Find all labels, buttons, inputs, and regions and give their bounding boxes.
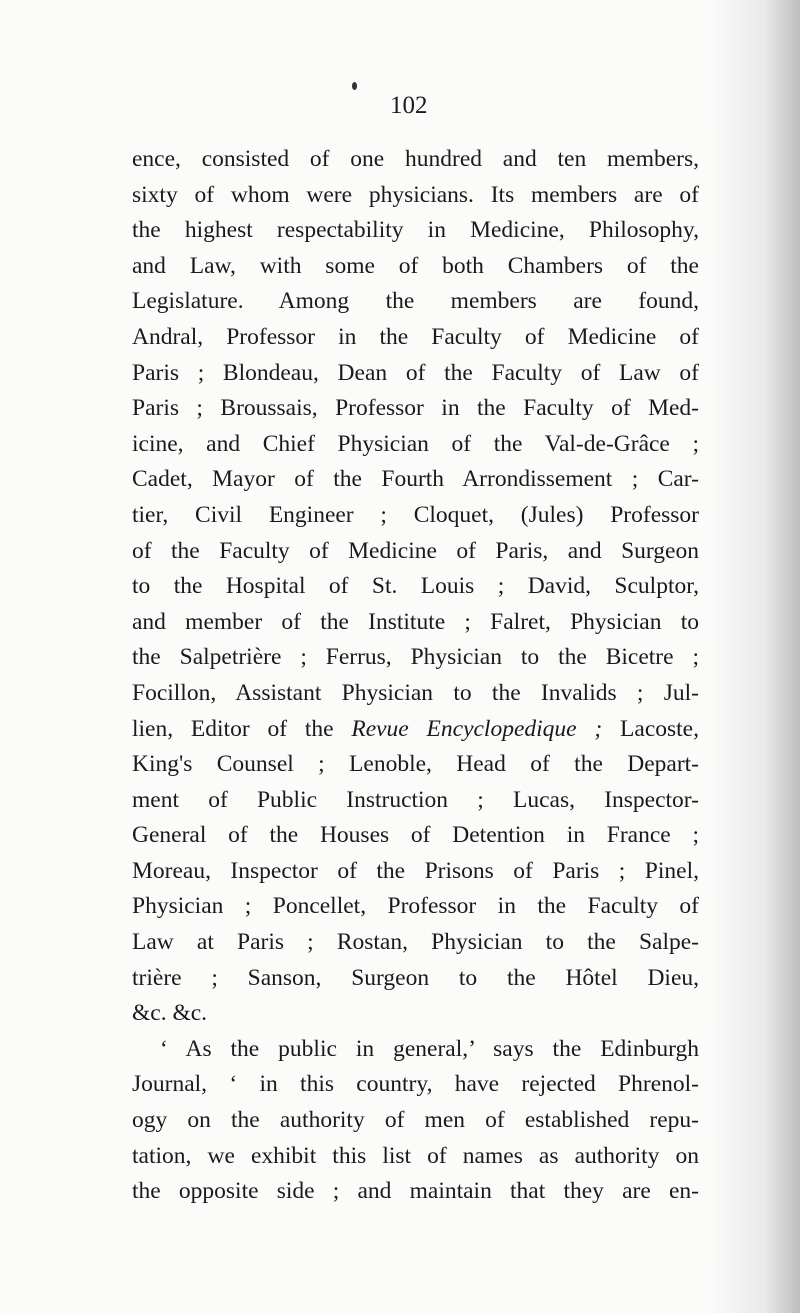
text-line: ence, consisted of one hundred and ten members,	[132, 146, 699, 172]
ink-mark	[352, 82, 357, 90]
text-line: to the Hospital of St. Louis ; David, Sculptor,	[132, 573, 699, 600]
text-segment: Lacoste,	[602, 715, 699, 742]
text-line: icine, and Chief Physician of the Val-de-Grâce ;	[132, 430, 699, 457]
text-line: Law at Paris ; Rostan, Physician to the Salpe-	[132, 929, 699, 956]
text-line: Cadet, Mayor of the Fourth Arrondissement ; Car-	[132, 466, 699, 493]
text-line: the opposite side ; and maintain that they are en-	[132, 1178, 699, 1205]
text-line: of the Faculty of Medicine of Paris, and Surgeon	[132, 537, 699, 564]
text-line: the Salpetrière ; Ferrus, Physician to the Bicetre ;	[132, 644, 699, 671]
text-line: Moreau, Inspector of the Prisons of Paris ; Pinel,	[132, 857, 699, 884]
text-line: Focillon, Assistant Physician to the Invalids ; Jul-	[132, 679, 699, 706]
text-line: Journal, ‘ in this country, have rejected Phrenol-	[132, 1071, 699, 1098]
text-line: tier, Civil Engineer ; Cloquet, (Jules) Professor	[132, 501, 699, 528]
text-line: ment of Public Instruction ; Lucas, Inspector-	[132, 786, 699, 813]
text-line: and member of the Institute ; Falret, Physician to	[132, 608, 699, 635]
text-line: trière ; Sanson, Surgeon to the Hôtel Dieu,	[132, 964, 699, 991]
text-line: and Law, with some of both Chambers of the	[132, 252, 699, 279]
text-line: ogy on the authority of men of established repu-	[132, 1107, 699, 1134]
text-segment: lien, Editor of the	[132, 715, 352, 742]
text-line: Andral, Professor in the Faculty of Medicine of	[132, 323, 699, 350]
page-number: 102	[390, 92, 428, 119]
journal-title-italic: Revue Encyclopedique ;	[351, 715, 603, 742]
page-edge-shadow	[710, 0, 800, 1313]
body-text	[132, 142, 699, 1210]
text-line: sixty of whom were physicians. Its members are of	[132, 181, 699, 208]
text-line: General of the Houses of Detention in France ;	[132, 822, 699, 849]
text-line: Physician ; Poncellet, Professor in the Faculty of	[132, 893, 699, 920]
text-line: tation, we exhibit this list of names as authority on	[132, 1142, 699, 1169]
text-line: Paris ; Broussais, Professor in the Faculty of Med-	[132, 395, 699, 422]
text-line: King's Counsel ; Lenoble, Head of the Depart-	[132, 751, 699, 778]
text-line-with-italic	[132, 712, 699, 748]
text-line: Paris ; Blondeau, Dean of the Faculty of Law of	[132, 359, 699, 386]
text-line: the highest respectability in Medicine, Philosophy,	[132, 217, 699, 244]
text-line: Legislature. Among the members are found,	[132, 288, 699, 315]
text-line-paragraph-start: ‘ As the public in general,’ says the Edinburgh	[160, 1035, 699, 1062]
text-line-paragraph-end: &c. &c.	[132, 1000, 208, 1027]
